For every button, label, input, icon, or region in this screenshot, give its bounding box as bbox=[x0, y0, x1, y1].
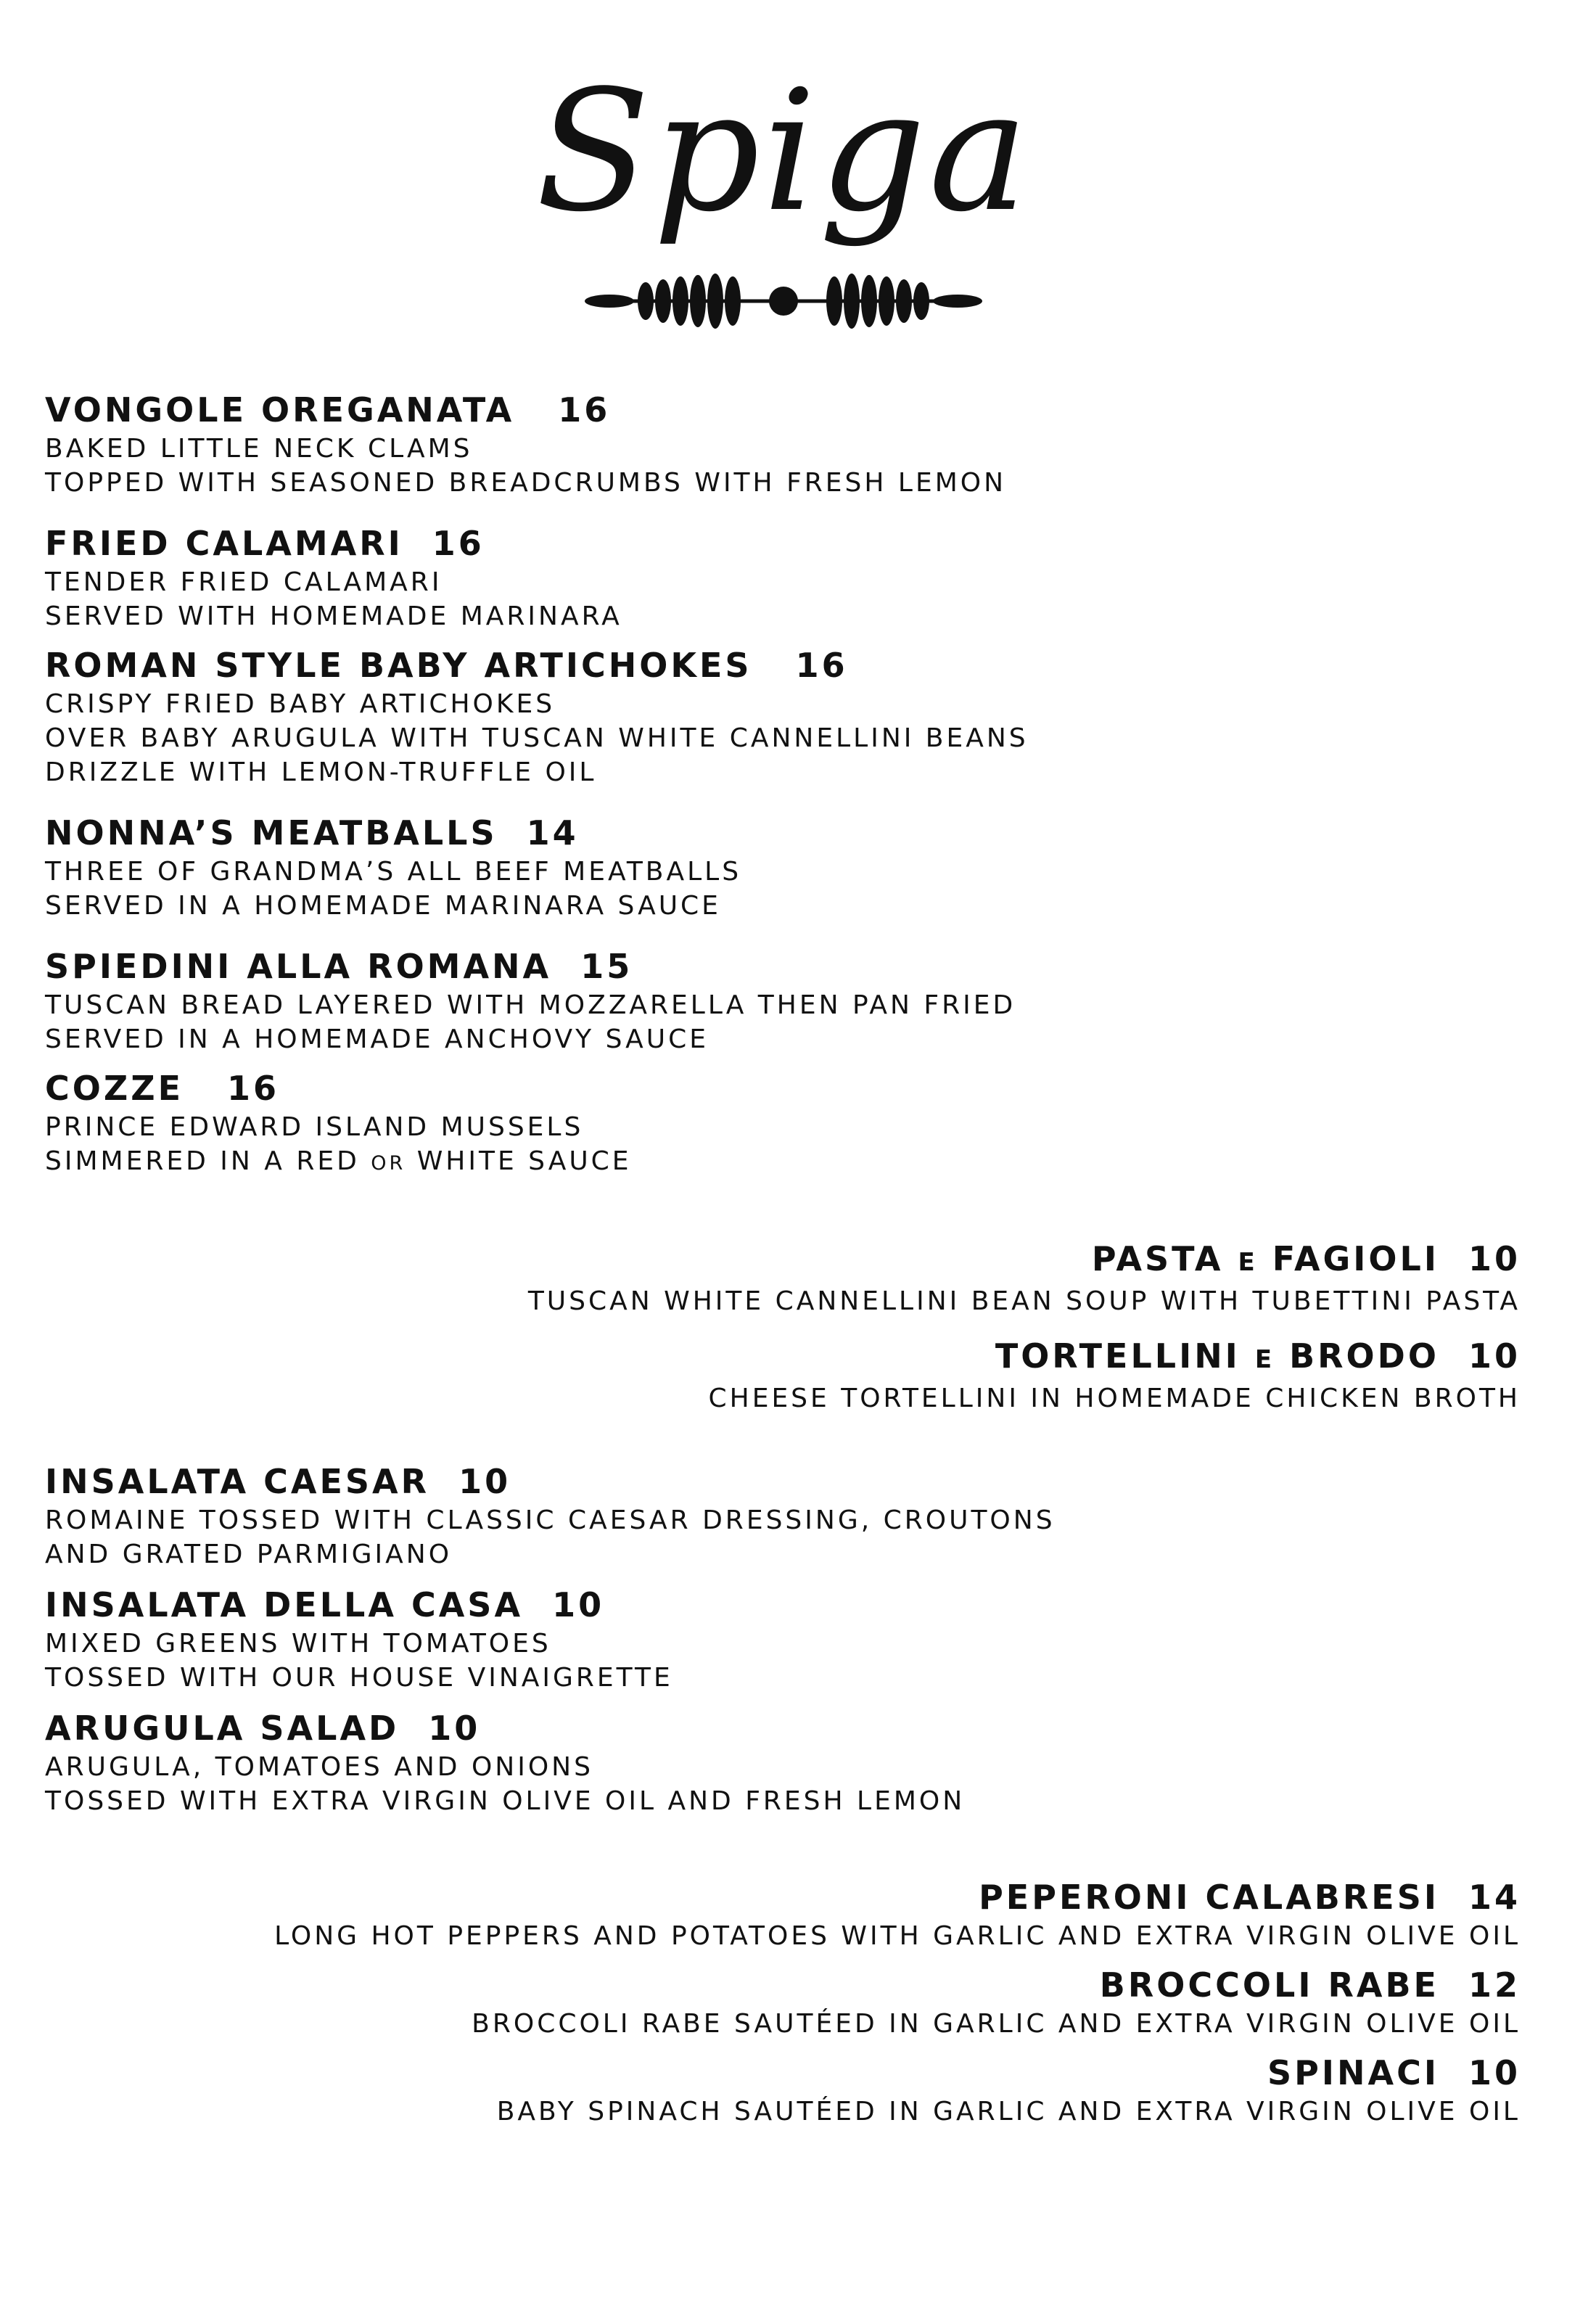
item-title bbox=[70, 1875, 1521, 1919]
small-caps-word: E bbox=[1238, 1248, 1258, 1277]
item-description: BAKED LITTLE NECK CLAMS bbox=[45, 434, 473, 464]
menu-item bbox=[45, 945, 1423, 1056]
small-caps-word: E bbox=[1254, 1345, 1275, 1374]
menu-item bbox=[70, 2051, 1521, 2129]
menu-item bbox=[45, 644, 1423, 789]
item-description: SERVED IN A HOMEMADE ANCHOVY SAUCE bbox=[45, 1024, 709, 1054]
item-description: TENDER FRIED CALAMARI bbox=[45, 567, 443, 597]
item-name: FRIED CALAMARI bbox=[45, 524, 403, 563]
menu-item bbox=[45, 1583, 1423, 1695]
item-title bbox=[45, 1706, 1423, 1750]
item-name: INSALATA CAESAR bbox=[45, 1462, 430, 1501]
menu-item bbox=[45, 388, 1423, 500]
item-price: 16 bbox=[795, 646, 848, 685]
item-title bbox=[70, 1237, 1521, 1284]
sides-section bbox=[70, 1875, 1521, 2129]
item-description: THREE OF GRANDMA’S ALL BEEF MEATBALLS bbox=[45, 857, 742, 887]
item-title bbox=[45, 1583, 1423, 1627]
item-name: ARUGULA SALAD bbox=[45, 1709, 400, 1748]
item-title bbox=[45, 1067, 1423, 1110]
item-description: TOPPED WITH SEASONED BREADCRUMBS WITH FRESH LEMON bbox=[45, 468, 1007, 498]
item-name: PASTA E FAGIOLI bbox=[1091, 1239, 1439, 1278]
menu-item bbox=[70, 1334, 1521, 1415]
item-description: TUSCAN WHITE CANNELLINI BEAN SOUP WITH TUBETTINI PASTA bbox=[527, 1286, 1521, 1316]
item-description: OVER BABY ARUGULA WITH TUSCAN WHITE CANNELLINI BEANS bbox=[45, 723, 1029, 753]
item-price: 16 bbox=[227, 1069, 280, 1108]
item-title bbox=[45, 522, 1423, 565]
item-name: PEPERONI CALABRESI bbox=[979, 1878, 1439, 1917]
item-name: INSALATA DELLA CASA bbox=[45, 1585, 524, 1624]
item-title bbox=[45, 1460, 1423, 1503]
item-price: 10 bbox=[458, 1462, 511, 1501]
item-name: VONGOLE OREGANATA bbox=[45, 390, 515, 430]
item-description: MIXED GREENS WITH TOMATOES bbox=[45, 1629, 551, 1659]
salads-section bbox=[45, 1460, 1423, 1818]
item-description: BROCCOLI RABE SAUTÉED IN GARLIC AND EXTRA VIRGIN OLIVE OIL bbox=[472, 2009, 1521, 2039]
item-description: TOSSED WITH EXTRA VIRGIN OLIVE OIL AND FRESH LEMON bbox=[45, 1786, 966, 1816]
item-title bbox=[70, 1334, 1521, 1381]
item-name: TORTELLINI E BRODO bbox=[995, 1336, 1439, 1376]
item-price: 10 bbox=[1468, 1239, 1521, 1278]
menu-item bbox=[45, 1460, 1423, 1571]
item-price: 16 bbox=[432, 524, 485, 563]
item-name: COZZE bbox=[45, 1069, 184, 1108]
item-description: PRINCE EDWARD ISLAND MUSSELS bbox=[45, 1112, 584, 1142]
item-description: ARUGULA, TOMATOES AND ONIONS bbox=[45, 1752, 593, 1782]
item-price: 16 bbox=[558, 390, 611, 430]
item-name: NONNA’S MEATBALLS bbox=[45, 813, 498, 852]
item-price: 10 bbox=[1468, 2053, 1521, 2092]
item-description: BABY SPINACH SAUTÉED IN GARLIC AND EXTRA VIRGIN OLIVE OIL bbox=[496, 2097, 1521, 2127]
item-title bbox=[45, 388, 1423, 432]
item-price: 14 bbox=[526, 813, 579, 852]
item-description: SERVED WITH HOMEMADE MARINARA bbox=[45, 601, 622, 631]
item-title bbox=[45, 811, 1423, 855]
item-title bbox=[45, 644, 1423, 687]
appetizers-section bbox=[45, 388, 1423, 1180]
item-description: AND GRATED PARMIGIANO bbox=[45, 1540, 453, 1569]
item-description: SERVED IN A HOMEMADE MARINARA SAUCE bbox=[45, 891, 721, 921]
item-price: 15 bbox=[580, 947, 633, 986]
menu-item bbox=[70, 1875, 1521, 1953]
item-description: CRISPY FRIED BABY ARTICHOKES bbox=[45, 689, 556, 719]
logo-wordmark: Spiga bbox=[535, 55, 1032, 249]
item-title bbox=[70, 1963, 1521, 2007]
item-title bbox=[45, 945, 1423, 988]
menu-item bbox=[45, 1067, 1423, 1180]
item-name: SPIEDINI ALLA ROMANA bbox=[45, 947, 552, 986]
item-name: SPINACI bbox=[1267, 2053, 1439, 2092]
item-price: 10 bbox=[1468, 1336, 1521, 1376]
restaurant-logo bbox=[530, 44, 1037, 334]
item-description: SIMMERED IN A RED OR WHITE SAUCE bbox=[45, 1146, 632, 1176]
small-caps-word: OR bbox=[371, 1152, 406, 1175]
menu-item bbox=[45, 522, 1423, 633]
item-description: LONG HOT PEPPERS AND POTATOES WITH GARLIC AND EXTRA VIRGIN OLIVE OIL bbox=[274, 1921, 1521, 1951]
wheat-ornament-icon bbox=[573, 261, 994, 341]
item-price: 12 bbox=[1468, 1965, 1521, 2005]
item-title bbox=[70, 2051, 1521, 2095]
menu-item bbox=[45, 1706, 1423, 1818]
item-description: ROMAINE TOSSED WITH CLASSIC CAESAR DRESSING, CROUTONS bbox=[45, 1505, 1056, 1535]
menu-item bbox=[45, 811, 1423, 923]
item-price: 10 bbox=[428, 1709, 481, 1748]
item-description: CHEESE TORTELLINI IN HOMEMADE CHICKEN BROTH bbox=[708, 1384, 1521, 1413]
item-description: TUSCAN BREAD LAYERED WITH MOZZARELLA THEN PAN FRIED bbox=[45, 990, 1016, 1020]
item-description: TOSSED WITH OUR HOUSE VINAIGRETTE bbox=[45, 1663, 673, 1693]
item-description: DRIZZLE WITH LEMON-TRUFFLE OIL bbox=[45, 757, 597, 787]
item-price: 14 bbox=[1468, 1878, 1521, 1917]
item-name: ROMAN STYLE BABY ARTICHOKES bbox=[45, 646, 752, 685]
item-price: 10 bbox=[552, 1585, 605, 1624]
item-name: BROCCOLI RABE bbox=[1099, 1965, 1439, 2005]
menu-item bbox=[70, 1237, 1521, 1318]
menu-item bbox=[70, 1963, 1521, 2041]
soups-section bbox=[70, 1237, 1521, 1415]
